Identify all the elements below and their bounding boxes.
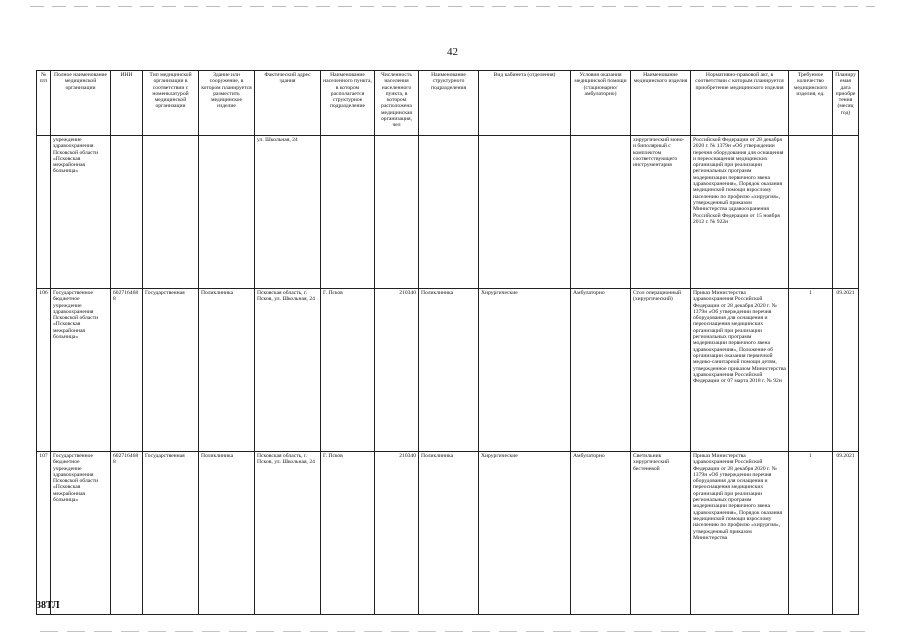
cell-cabinet (479, 136, 571, 289)
cell-date (833, 136, 859, 289)
cell-type (143, 136, 199, 289)
cell-inn: 6027164688 (111, 289, 143, 452)
cell-date: 09.2021 (833, 452, 859, 615)
col-header-cabinet: Вид кабинета (отделения) (479, 71, 571, 136)
cell-num (37, 136, 51, 289)
cell-date: 09.2021 (833, 289, 859, 452)
col-header-building: Здание или сооружение, в котором планируется разместить медицинское изделие (199, 71, 255, 136)
col-header-conditions: Условия оказания медицинской помощи (стационарно/амбулаторно) (571, 71, 631, 136)
col-header-date: Планируемая дата приобретения (месяц год) (833, 71, 859, 136)
cell-conditions: Амбулаторно (571, 289, 631, 452)
table-row (37, 289, 859, 452)
cell-num: 107 (37, 452, 51, 615)
cell-unit (419, 136, 479, 289)
cell-population: 210340 (375, 452, 419, 615)
table-row (37, 136, 859, 289)
col-header-address: Фактический адрес здания (255, 71, 321, 136)
cell-qty (789, 136, 833, 289)
cell-device: Стол операционный (хирургический) (631, 289, 691, 452)
cell-cabinet: Хирургические (479, 289, 571, 452)
col-header-type: Тип медицинской организации в соответствии с номенклатурой медицинской организации (143, 71, 199, 136)
cell-population (375, 136, 419, 289)
cell-building: Поликлиника (199, 452, 255, 615)
scan-edge-top (30, 6, 875, 7)
cell-device: Светильник хирургический бестеневой (631, 452, 691, 615)
table-row (37, 452, 859, 615)
cell-type: Государственная (143, 452, 199, 615)
cell-locality (321, 136, 375, 289)
col-header-unit: Наименование структурного подразделения (419, 71, 479, 136)
cell-conditions (571, 136, 631, 289)
page-number: 42 (447, 46, 458, 58)
cell-act: Российской Федерации от 28 декабря 2020 г. № 1379н «Об утверждении перечня оборудования для оснащения и переоснащения медицинских организаций при реализации региональных программ модернизации первичного звена здравоохранения», Порядок оказания медицинской помощи взрослому населению по профилю «хирургия», утвержденный приказом Министерства здравоохранения Российской Федерации от 15 ноября 2012 г. № 922н (691, 136, 789, 289)
cell-unit: Поликлиника (419, 452, 479, 615)
cell-building: Поликлиника (199, 289, 255, 452)
cell-cabinet: Хирургические (479, 452, 571, 615)
col-header-inn: ИНН (111, 71, 143, 136)
col-header-num: № п/п (37, 71, 51, 136)
col-header-qty: Требуемое количество медицинского изделия, ед. (789, 71, 833, 136)
cell-org: учреждение здравоохранения Псковской области «Псковская межрайонная больница» (51, 136, 111, 289)
cell-locality: Г. Псков (321, 289, 375, 452)
cell-device: хирургический моно- и биполярный с комплектом соответствующего инструментария (631, 136, 691, 289)
cell-locality: Г. Псков (321, 452, 375, 615)
document-footer-code: 38ТЛ (36, 600, 60, 611)
scan-edge-bottom (40, 631, 865, 632)
cell-qty: 1 (789, 289, 833, 452)
cell-address: Псковская область, г. Псков, ул. Школьная, 24 (255, 452, 321, 615)
cell-qty: 1 (789, 452, 833, 615)
table-header-row (37, 71, 859, 136)
cell-type: Государственная (143, 289, 199, 452)
cell-address: ул. Школьная, 24 (255, 136, 321, 289)
cell-num: 106 (37, 289, 51, 452)
cell-act: Приказ Министерства здравоохранения Российской Федерации от 28 декабря 2020 г. № 1379н «Об утверждении перечня оборудования для оснащения и переоснащения медицинских организаций при реализации региональных программ модернизации первичного звена здравоохранения», Положение об организации оказания первичной медико-санитарной помощи детям, утвержденное приказом Министерства здравоохранения Российской Федерации от 07 марта 2018 г. № 92н (691, 289, 789, 452)
cell-inn: 6027164688 (111, 452, 143, 615)
cell-conditions: Амбулаторно (571, 452, 631, 615)
cell-building (199, 136, 255, 289)
cell-org: Государственное бюджетное учреждение здравоохранения Псковской области «Псковская межрайонная больница» (51, 452, 111, 615)
col-header-device: Наименование медицинского изделия (631, 71, 691, 136)
cell-unit: Поликлиника (419, 289, 479, 452)
cell-population: 210340 (375, 289, 419, 452)
equipment-table (36, 70, 859, 615)
col-header-population: Численность населения населенного пункта, в котором расположена медицинская организация, чел (375, 71, 419, 136)
col-header-org: Полное наименование медицинской организации (51, 71, 111, 136)
col-header-locality: Наименование населенного пункта, в котором располагается структурное подразделение (321, 71, 375, 136)
cell-inn (111, 136, 143, 289)
cell-act: Приказ Министерства здравоохранения Российской Федерации от 28 декабря 2020 г. № 1379н «Об утверждении перечня оборудования для оснащения и переоснащения медицинских организаций при реализации региональных программ модернизации первичного звена здравоохранения», Порядок оказания медицинской помощи взрослому населению по профилю «хирургия», утвержденный приказом Министерства (691, 452, 789, 615)
col-header-act: Нормативно-правовой акт, в соответствии с которым планируется приобретение медицинского изделия (691, 71, 789, 136)
cell-org: Государственное бюджетное учреждение здравоохранения Псковской области «Псковская межрайонная больница» (51, 289, 111, 452)
cell-address: Псковская область, г. Псков, ул. Школьная, 24 (255, 289, 321, 452)
